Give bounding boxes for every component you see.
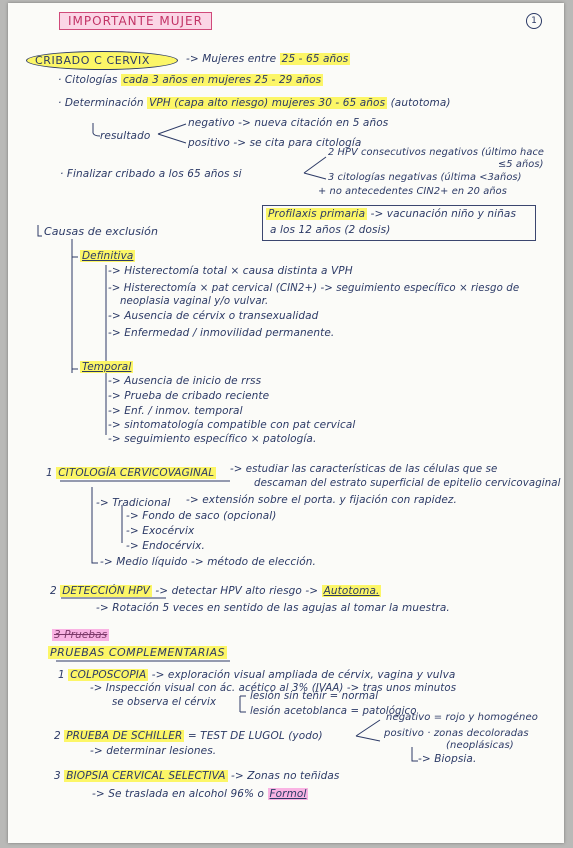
schiller-biopsia: -> Biopsia. bbox=[418, 753, 477, 765]
definitiva-item: -> Enfermedad / inmovilidad permanente. bbox=[108, 327, 335, 339]
biopsia-desc: -> Zonas no teñidas bbox=[231, 770, 340, 782]
profilaxis-label: Profilaxis primaria bbox=[268, 208, 366, 220]
page-number: 1 bbox=[526, 13, 542, 29]
notes-page bbox=[8, 3, 564, 843]
cribado-intro bbox=[186, 53, 350, 66]
tradicional-item: -> Fondo de saco (opcional) bbox=[126, 510, 277, 522]
crossed-out-heading: 3 Pruebas bbox=[54, 629, 108, 641]
medio-liquido: -> Medio líquido -> método de elección. bbox=[100, 556, 316, 568]
colposcopia-line bbox=[58, 669, 455, 682]
colposcopia-lesion-1: lesión sin teñir = normal bbox=[250, 691, 379, 702]
temporal-item: -> seguimiento específico × patología. bbox=[108, 433, 317, 445]
finalizar-cond-3: + no antecedentes CIN2+ en 20 años bbox=[318, 186, 507, 197]
tradicional-label: -> Tradicional bbox=[96, 497, 171, 509]
colposcopia-desc: -> exploración visual ampliada de cérvix, vagina y vulva bbox=[151, 669, 456, 681]
colposcopia-observa: se observa el cérvix bbox=[112, 697, 217, 708]
schiller-heading: PRUEBA DE SCHILLER bbox=[66, 730, 183, 742]
schiller-desc: = TEST DE LUGOL (yodo) bbox=[187, 730, 323, 742]
exclusion-heading: Causas de exclusión bbox=[44, 225, 159, 238]
definitiva-item: -> Histerectomía total × causa distinta a VPH bbox=[108, 265, 353, 277]
definitiva-item: -> Ausencia de cérvix o transexualidad bbox=[108, 310, 319, 322]
deteccion-rotacion: -> Rotación 5 veces en sentido de las agujas al tomar la muestra. bbox=[96, 602, 450, 614]
biopsia-line bbox=[54, 770, 339, 783]
colposcopia-inspeccion: -> Inspección visual con ác. acético al 3% (IVAA) -> tras unos minutos bbox=[90, 683, 457, 694]
citologia-desc-2: descaman del estrato superficial de epitelio cervicovaginal bbox=[254, 478, 561, 489]
biopsia-formol: Formol bbox=[269, 788, 307, 800]
temporal-label: Temporal bbox=[82, 361, 132, 373]
tradicional-desc: -> extensión sobre el porta. y fijación con rapidez. bbox=[186, 494, 457, 506]
definitiva-item: neoplasia vaginal y/o vulvar. bbox=[120, 296, 269, 307]
finalizar-cond-1b: ≤5 años) bbox=[498, 159, 544, 170]
profilaxis-text: -> vacunación niño y niñas bbox=[370, 208, 517, 220]
temporal-item: -> Ausencia de inicio de rrss bbox=[108, 375, 262, 387]
cribado-heading: CRIBADO C CERVIX bbox=[35, 54, 151, 67]
citologia-heading-line bbox=[46, 467, 216, 480]
vph-highlight: VPH (capa alto riesgo) mujeres 30 - 65 años bbox=[149, 97, 386, 109]
citologias-line bbox=[58, 74, 323, 87]
resultado-positivo: positivo -> se cita para citología bbox=[188, 137, 362, 149]
resultado-label: resultado bbox=[100, 130, 151, 142]
finalizar-cond-2: 3 citologías negativas (última <3años) bbox=[328, 172, 522, 183]
temporal-item: -> Enf. / inmov. temporal bbox=[108, 405, 243, 417]
deteccion-desc: -> detectar HPV alto riesgo -> bbox=[155, 585, 319, 597]
schiller-negativo: negativo = rojo y homogéneo bbox=[386, 712, 538, 723]
schiller-determinar: -> determinar lesiones. bbox=[90, 745, 217, 757]
biopsia-number: 3 bbox=[54, 770, 61, 782]
vph-autotoma: (autotoma) bbox=[390, 97, 451, 109]
page-title: IMPORTANTE MUJER bbox=[59, 12, 212, 30]
citologias-highlight: cada 3 años en mujeres 25 - 29 años bbox=[122, 74, 322, 86]
schiller-positivo: positivo · zonas decoloradas bbox=[384, 728, 529, 739]
deteccion-autotoma: Autotoma. bbox=[323, 585, 380, 597]
colposcopia-lesion-2: lesión acetoblanca = patológico bbox=[250, 706, 417, 717]
citologia-heading: CITOLOGÍA CERVICOVAGINAL bbox=[58, 467, 215, 479]
deteccion-number: 2 bbox=[50, 585, 57, 597]
schiller-line bbox=[54, 730, 323, 743]
colposcopia-number: 1 bbox=[58, 669, 65, 681]
definitiva-label: Definitiva bbox=[82, 250, 134, 262]
temporal-item: -> Prueba de cribado reciente bbox=[108, 390, 270, 402]
cribado-intro-text: -> Mujeres entre bbox=[186, 53, 277, 65]
schiller-neoplasicas: (neoplásicas) bbox=[446, 740, 514, 751]
finalizar-cribado: · Finalizar cribado a los 65 años si bbox=[60, 168, 242, 180]
citologia-desc-1: -> estudiar las características de las células que se bbox=[230, 464, 498, 475]
colposcopia-heading: COLPOSCOPIA bbox=[70, 669, 147, 681]
complementarias-heading: PRUEBAS COMPLEMENTARIAS bbox=[50, 646, 226, 659]
vph-label: · Determinación bbox=[58, 97, 144, 109]
schiller-number: 2 bbox=[54, 730, 61, 742]
temporal-item: -> sintomatología compatible con pat cervical bbox=[108, 419, 356, 431]
deteccion-heading: DETECCIÓN HPV bbox=[62, 585, 150, 597]
definitiva-item: -> Histerectomía × pat cervical (CIN2+) -> seguimiento específico × riesgo de bbox=[108, 283, 520, 294]
tradicional-item: -> Endocérvix. bbox=[126, 540, 205, 552]
deteccion-heading-line bbox=[50, 585, 381, 598]
profilaxis-line bbox=[266, 208, 516, 221]
biopsia-traslado-line bbox=[92, 788, 308, 801]
biopsia-heading: BIOPSIA CERVICAL SELECTIVA bbox=[66, 770, 226, 782]
biopsia-traslado: -> Se traslada en alcohol 96% o bbox=[92, 788, 265, 800]
finalizar-cond-1: 2 HPV consecutivos negativos (último hace bbox=[328, 147, 545, 158]
citologia-number: 1 bbox=[46, 467, 53, 479]
profilaxis-text-2: a los 12 años (2 dosis) bbox=[270, 224, 391, 236]
resultado-negativo: negativo -> nueva citación en 5 años bbox=[188, 117, 389, 129]
vph-line bbox=[58, 97, 451, 110]
cribado-intro-age: 25 - 65 años bbox=[281, 53, 349, 65]
citologias-label: · Citologías bbox=[58, 74, 118, 86]
tradicional-item: -> Exocérvix bbox=[126, 525, 195, 537]
